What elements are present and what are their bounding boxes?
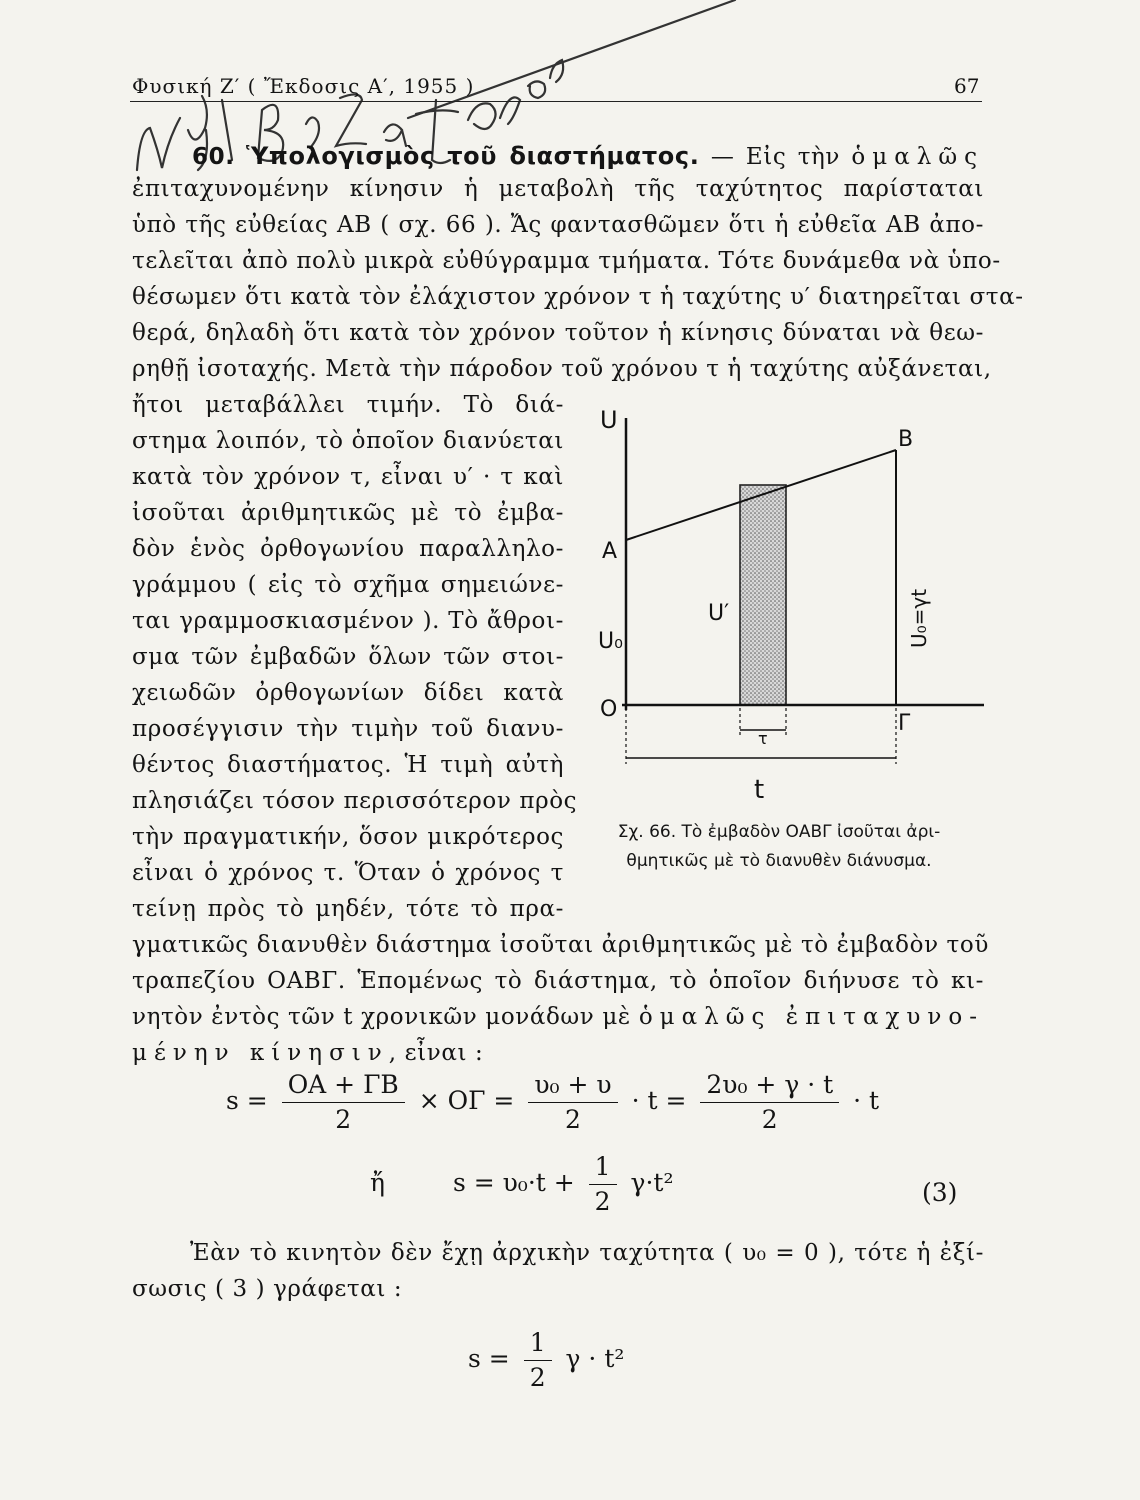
figure-caption: [574, 818, 984, 876]
eq-text: γ · t²: [565, 1344, 625, 1373]
text-line: [132, 1040, 483, 1066]
eq-text: × ΟΓ =: [418, 1086, 515, 1115]
fraction-denominator: 2: [761, 1105, 778, 1134]
equation-2: [370, 1150, 674, 1219]
text-line: τὴν πραγματικήν, ὅσον μικρότερος: [132, 824, 564, 850]
eq-text: s = υ₀·t +: [452, 1168, 575, 1197]
caption-line: Σχ. 66. Τὸ ἐμβαδὸν ΟΑΒΓ ἰσοῦται ἀρι-: [617, 822, 941, 842]
text-line: τραπεζίου ΟΑΒΓ. Ἑπομένως τὸ διάστημα, τὸ ὁποῖον διήνυσε τὸ κι-: [132, 968, 984, 994]
fraction: [589, 1150, 617, 1219]
text-line: ἰσοῦται ἀριθμητικῶς μὲ τὸ ἐμβα-: [132, 500, 564, 526]
fraction-numerator: 2υ₀ + γ · t: [700, 1068, 839, 1103]
header-rule: [130, 101, 982, 102]
page-number: 67: [954, 74, 980, 98]
text-line: κατὰ τὸν χρόνον τ, εἶναι υ′ · τ καὶ: [132, 464, 564, 490]
fraction-denominator: 2: [529, 1363, 546, 1392]
text-line: ἐπιταχυνομένην κίνησιν ἡ μεταβολὴ τῆς ταχύτητος παρίσταται: [132, 176, 984, 202]
fraction: [524, 1326, 552, 1395]
fraction-numerator: 1: [589, 1150, 617, 1185]
text-line: στημα λοιπόν, τὸ ὁποῖον διανύεται: [132, 428, 564, 454]
text-line: ἤτοι μεταβάλλει τιμήν. Τὸ διά-: [132, 392, 564, 418]
equation-1: [226, 1068, 879, 1137]
fraction-numerator: υ₀ + υ: [528, 1068, 617, 1103]
text-fragment: , εἶναι :: [388, 1040, 484, 1066]
text-line: Ἐὰν τὸ κινητὸν δὲν ἔχῃ ἀρχικὴν ταχύτητα ( υ₀ = 0 ), τότε ἡ ἐξί-: [190, 1240, 984, 1266]
caption-line: θμητικῶς μὲ τὸ διανυθὲν διάνυσμα.: [626, 851, 932, 871]
text-fragment-spaced: ὁμαλῶς ἐπιταχυνο-: [638, 1004, 984, 1030]
fraction-numerator: ΟΑ + ΓΒ: [282, 1068, 405, 1103]
text-line: ὑπὸ τῆς εὐθείας ΑΒ ( σχ. 66 ). Ἄς φαντασθῶμεν ὅτι ἡ εὐθεῖα ΑΒ ἀπο-: [132, 212, 984, 238]
text-line: εἶναι ὁ χρόνος τ. Ὅταν ὁ χρόνος τ: [132, 860, 564, 886]
label-side: U₀=γt: [907, 588, 931, 648]
text-line: χειωδῶν ὀρθογωνίων δίδει κατὰ: [132, 680, 564, 706]
text-line: γματικῶς διανυθὲν διάστημα ἰσοῦται ἀριθμητικῶς μὲ τὸ ἐμβαδὸν τοῦ: [132, 932, 989, 958]
text-line: ται γραμμοσκιασμένον ). Τὸ ἄθροι-: [132, 608, 564, 634]
heading-line-rest: — Εἰς τὴν: [710, 144, 841, 170]
fraction: [282, 1068, 405, 1137]
eq-text: · t =: [631, 1086, 687, 1115]
fraction-denominator: 2: [335, 1105, 352, 1134]
fraction-denominator: 2: [565, 1105, 581, 1134]
label-o: O: [600, 697, 618, 722]
text-line: σωσις ( 3 ) γράφεται :: [132, 1276, 403, 1302]
label-b: B: [898, 427, 914, 452]
fraction-numerator: 1: [524, 1326, 552, 1361]
text-fragment-spaced: μένην κίνησιν: [132, 1040, 389, 1066]
label-gamma: Γ: [898, 711, 911, 736]
label-u-prime: U′: [708, 601, 730, 626]
handwritten-annotation: [0, 0, 1140, 240]
label-t: t: [754, 775, 765, 805]
eq-or: ἤ: [370, 1168, 385, 1197]
text-line: πλησιάζει τόσον περισσότερον πρὸς: [132, 788, 578, 814]
text-line: θέντος διαστήματος. Ἡ τιμὴ αὐτὴ: [132, 752, 564, 778]
fraction: [700, 1068, 839, 1137]
section-title: Ὑπολογισμὸς τοῦ διαστήματος.: [245, 142, 700, 170]
equation-3: [468, 1326, 624, 1395]
text-line: τελεῖται ἀπὸ πολὺ μικρὰ εὐθύγραμμα τμήματα. Τότε δυνάμεθα νὰ ὑπο-: [132, 248, 1001, 274]
text-line: σμα τῶν ἐμβαδῶν ὅλων τῶν στοι-: [132, 644, 564, 670]
text-fragment: νητὸν ἐντὸς τῶν t χρονικῶν μονάδων μὲ: [132, 1004, 631, 1030]
eq-text: s =: [468, 1344, 510, 1373]
label-y-axis: U: [600, 406, 618, 434]
eq-text: · t: [853, 1086, 880, 1115]
heading-line-spaced: ὁμαλῶς: [851, 144, 984, 170]
eq-text: γ·t²: [630, 1168, 674, 1197]
label-a: A: [602, 539, 618, 564]
fraction: [528, 1068, 617, 1137]
equation-number: (3): [922, 1178, 958, 1207]
text-line: ρηθῇ ἰσοταχής. Μετὰ τὴν πάροδον τοῦ χρόνου τ ἡ ταχύτης αὐξάνεται,: [132, 356, 992, 382]
eq-text: s =: [226, 1086, 268, 1115]
label-u0: U₀: [598, 629, 623, 654]
text-line: [132, 1004, 984, 1030]
text-line: δὸν ἑνὸς ὀρθογωνίου παραλληλο-: [132, 536, 564, 562]
figure-66: [586, 400, 986, 820]
section-number: 60.: [192, 144, 235, 170]
running-header-title: Φυσική Ζ′ ( Ἔκδοσις Α′, 1955 ): [132, 74, 475, 98]
text-line: προσέγγισιν τὴν τιμὴν τοῦ διανυ-: [132, 716, 564, 742]
label-tau: τ: [758, 729, 768, 748]
text-line: θέσωμεν ὅτι κατὰ τὸν ἐλάχιστον χρόνον τ ἡ ταχύτης υ′ διατηρεῖται στα-: [132, 284, 1024, 310]
shaded-rectangle: [740, 485, 786, 705]
section-heading-line: [192, 142, 984, 170]
fraction-denominator: 2: [594, 1187, 611, 1216]
text-line: τείνῃ πρὸς τὸ μηδέν, τότε τὸ πρα-: [132, 896, 564, 922]
text-line: γράμμου ( εἰς τὸ σχῆμα σημειώνε-: [132, 572, 564, 598]
text-line: θερά, δηλαδὴ ὅτι κατὰ τὸν χρόνον τοῦτον ἡ κίνησις δύναται νὰ θεω-: [132, 320, 984, 346]
